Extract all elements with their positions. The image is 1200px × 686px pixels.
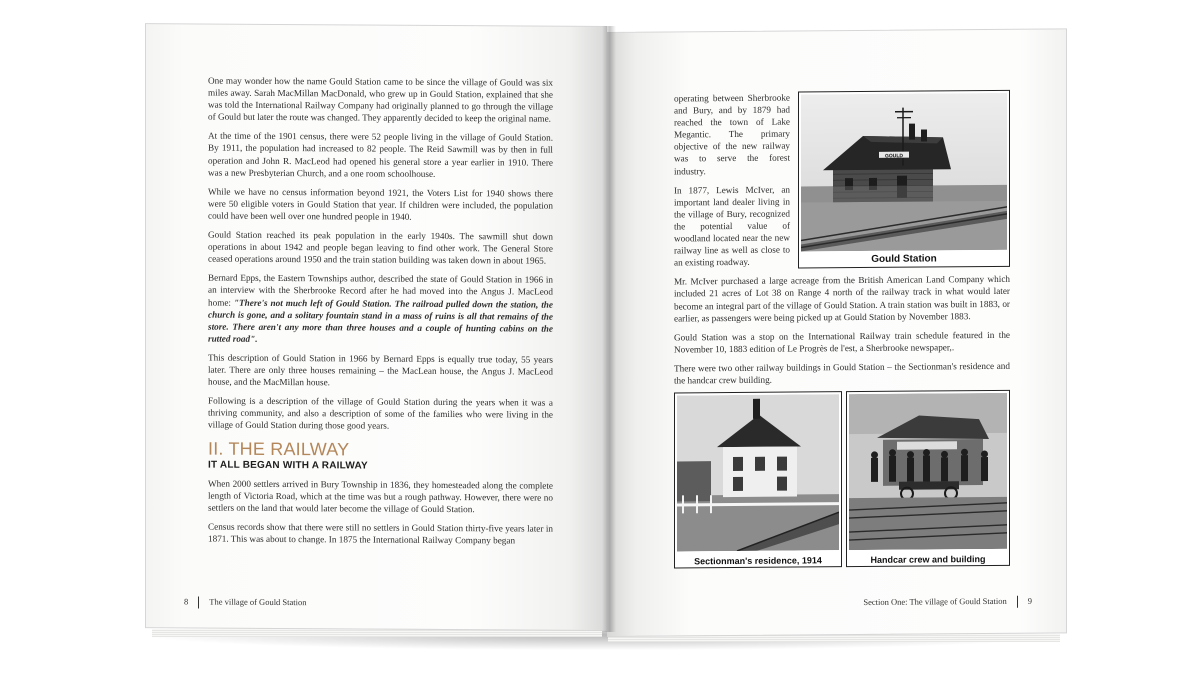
photo-image [801, 93, 1007, 252]
photo-caption: Sectionman's residence, 1914 [694, 555, 822, 567]
epps-quote: "There's not much left of Gould Station. The railroad pulled down the station, the church is gone, and a solitary fountain stand in a mass of ruins is all that remains of the store. There aren't any more than three houses and a couple of hunting cabins on the rutted road". [208, 297, 553, 344]
epps-intro: Bernard Epps, the Eastern Townships author, described the state of Gould Station in 1966 in an interview with the Sherbrooke Record after he had moved into the Angus J. MacLeod home: [208, 272, 553, 308]
sectionman-residence-photo [674, 391, 842, 568]
photo-image [677, 394, 839, 551]
epps-paragraph [208, 272, 553, 347]
open-book [140, 26, 1070, 638]
paragraph: This description of Gould Station in 1966 by Bernard Epps is equally true today, 55 years later. There are only three houses remaining – the MacLean house, the Angus J. MacLeod house, and the MacMillan house. [208, 352, 553, 388]
page-number: 8 [184, 596, 189, 607]
paragraph: Gould Station reached its peak population in the early 1940s. The sawmill shut down operations in about 1942 and people began leaving to find other work. The General Store ceased operations around 1950 and the train station building was taken down in about 1965. [208, 229, 553, 266]
paragraph: There were two other railway buildings in Gould Station – the Sectionman's residence and the handcar crew building. [674, 360, 1010, 386]
subheading: IT ALL BEGAN WITH A RAILWAY [208, 459, 368, 472]
right-page [607, 28, 1067, 637]
photo-caption: Handcar crew and building [870, 554, 986, 565]
photo-image [849, 393, 1007, 550]
paragraph: Census records show that there were still no settlers in Gould Station thirty-five years later in 1871. This was about to change. In 1875 the International Railway Company began [208, 521, 553, 546]
paragraph: When 2000 settlers arrived in Bury Township in 1836, they homesteaded along the complete length of Victoria Road, which at the time was but a rough pathway. However, there were no settlers on the land that would later become the village of Gould Station. [208, 478, 553, 515]
station-photo-illustration [801, 93, 1007, 252]
running-title: The village of Gould Station [209, 596, 307, 608]
left-footer [184, 596, 307, 609]
handcar-photo-illustration [849, 393, 1007, 550]
paragraph: operating between Sherbrooke and Bury, and by 1879 had reached the town of Lake Megantic. The primary objective of the new railway was to serve the forest industry. [674, 92, 790, 177]
photo-caption: Gould Station [871, 253, 937, 265]
station-sign-text: GOULD [884, 153, 904, 160]
page-number: 9 [1027, 595, 1032, 606]
paragraph: One may wonder how the name Gould Station came to be since the village of Gould was six miles away. Sarah MacMillan MacDonald, who grew up in Gould Station, explained that she was told the International Railway Company had originally planned to go through the village of Gould but later the route was changed. They apparently decided to keep the original name. [208, 75, 553, 124]
left-page-body [208, 75, 553, 554]
paragraph: Following is a description of the village of Gould Station during the years when it was a thriving community, and also a description of some of the families who were living in the village of Gould Station during those good years. [208, 395, 553, 432]
section-running-title: Section One: The village of Gould Station [863, 595, 1007, 607]
paragraph: Mr. McIver purchased a large acreage from the British American Land Company which included 21 acres of Lot 38 on Range 4 north of the railway track in what would later become an integral part of the village of Gould Station. A train station was built in 1883, or earlier, as passengers were being picked up at Gould Station by November 1883. [674, 274, 1010, 324]
residence-photo-illustration [677, 394, 839, 551]
footer-divider [198, 597, 199, 609]
handcar-crew-photo [846, 390, 1010, 567]
photo-row [674, 390, 1010, 569]
paragraph: While we have no census information beyond 1921, the Voters List for 1940 shows there were 50 eligible voters in Gould Station that year. If children were included, the population could have been well over one hundred people in 1940. [208, 186, 553, 222]
left-page [145, 23, 607, 631]
paragraph: In 1877, Lewis McIver, an important land dealer living in the village of Bury, recognized the potential value of woodland located near the new railway line as well as close to an existing roadway. [674, 184, 790, 268]
footer-divider [1017, 596, 1018, 608]
gould-station-photo [798, 90, 1010, 269]
paragraph: Gould Station was a stop on the International Railway train schedule featured in the November 10, 1883 edition of Le Progrès de l'est, a Sherbrooke newspaper,. [674, 329, 1010, 355]
paragraph: At the time of the 1901 census, there were 52 people living in the village of Gould Station. By 1911, the population had increased to 82 people. The Reid Sawmill was by then in full operation and John R. MacLeod had opened his general store a year earlier in 1910. There was a new Presbyterian Church, and a one room schoolhouse. [208, 130, 553, 179]
section-title: II. THE RAILWAY [208, 439, 350, 460]
right-footer [863, 596, 1032, 609]
right-page-body [674, 90, 1010, 394]
